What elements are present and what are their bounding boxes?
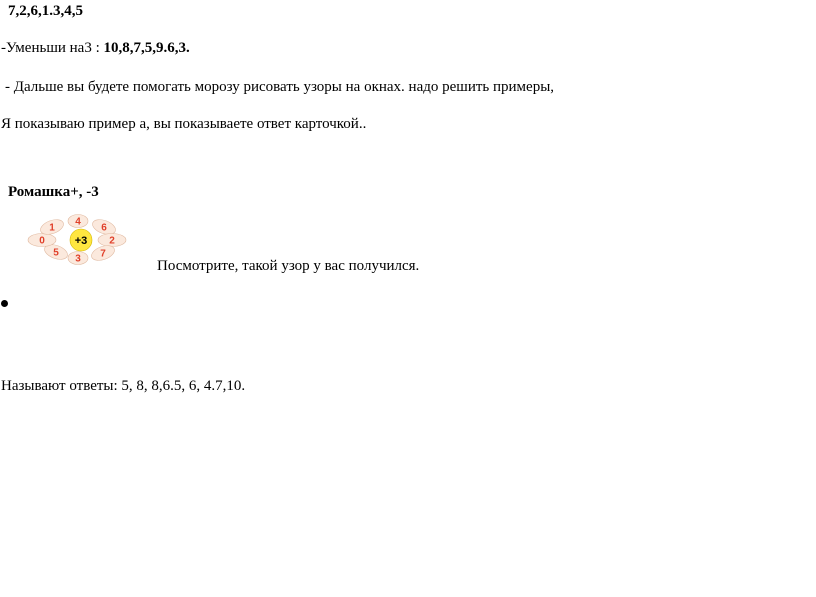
- numbers-row: 7,2,6,1.3,4,5: [8, 3, 83, 19]
- daisy-center-label: +3: [74, 235, 88, 247]
- daisy-petal-number: 6: [101, 222, 107, 234]
- answers-text: Называют ответы: 5, 8, 8,6.5, 6, 4.7,10.: [1, 378, 246, 394]
- daisy-petal-number: 4: [75, 216, 81, 228]
- daisy-petal: [68, 215, 88, 228]
- daisy-petal-number: 5: [53, 247, 59, 259]
- daisy-petal-number: 1: [49, 222, 55, 234]
- daisy-petal-number: 3: [75, 253, 81, 265]
- show-example-text: Я показываю пример а, вы показываете ответ карточкой..: [1, 116, 367, 132]
- daisy-image: [26, 212, 136, 268]
- daisy-petal-number: 0: [39, 235, 45, 247]
- daisy-petal-number: 7: [100, 248, 106, 260]
- result-note: Посмотрите, такой узор у вас получился.: [157, 258, 420, 274]
- daisy-petal: [28, 234, 56, 247]
- daisy-title: Ромашка+, -3: [8, 184, 99, 200]
- decrease-values: 10,8,7,5,9.6,3.: [103, 40, 190, 56]
- decrease-line: [1, 41, 190, 56]
- decrease-prefix: -Уменьши на3 :: [1, 40, 104, 56]
- daisy-petal-number: 2: [109, 235, 115, 247]
- daisy-petal: [68, 252, 88, 265]
- daisy-petal: [98, 234, 126, 247]
- bullet-point: [1, 300, 8, 307]
- instruction-text: - Дальше вы будете помогать морозу рисовать узоры на окнах. надо решить примеры,: [5, 79, 555, 95]
